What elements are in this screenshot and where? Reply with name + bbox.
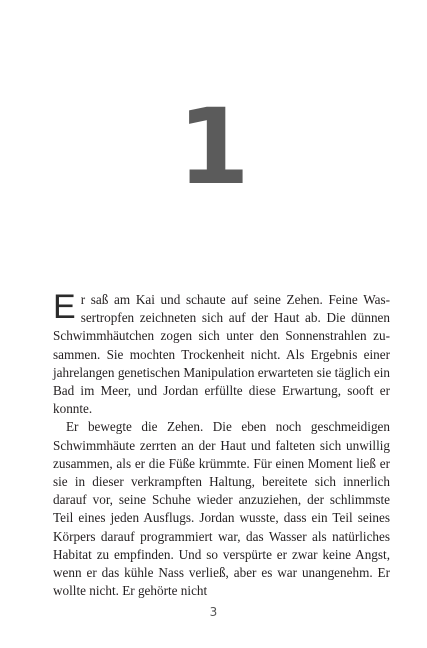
paragraph-1-text: r saß am Kai und schaute auf seine Zehen. Feine Wassertropfen zeichneten sich auf der Haut ab. Die dünnen Schwimmhäutchen zogen sich unter den Sonnenstrahlen zusammen. Sie mochten Trockenheit nicht. Als Ergebnis einer jahrelangen genetischen Manipulation erwarteten sie täglich ein Bad im Meer, und Jordan erfüllte diese Erwartung, sooft er konnte. [53, 292, 390, 417]
body-text [53, 288, 390, 600]
paragraph-2: Er bewegte die Zehen. Die eben noch geschmeidigen Schwimmhäute zerrten an der Haut und falteten sich unwillig zusammen, als er die Füße krümmte. Für einen Moment ließ er sie in dieser verkrampften Haltung, bereitete sich innerlich darauf vor, seine Schuhe wieder anzuziehen, der schlimmste Teil eines jeden Ausflugs. Jordan wusste, dass ein Teil seines Körpers darauf programmiert war, das Wasser als natürliches Habitat zu empfinden. Und so verspürte er zwar keine Angst, wenn er das kühle Nass verließ, aber es war unangenehm. Er wollte nicht. Er gehörte nicht [53, 419, 390, 599]
page-number: 3 [209, 605, 218, 619]
drop-cap: E [53, 288, 76, 326]
paragraph-1 [53, 288, 390, 418]
chapter-number: 1 [177, 86, 250, 208]
